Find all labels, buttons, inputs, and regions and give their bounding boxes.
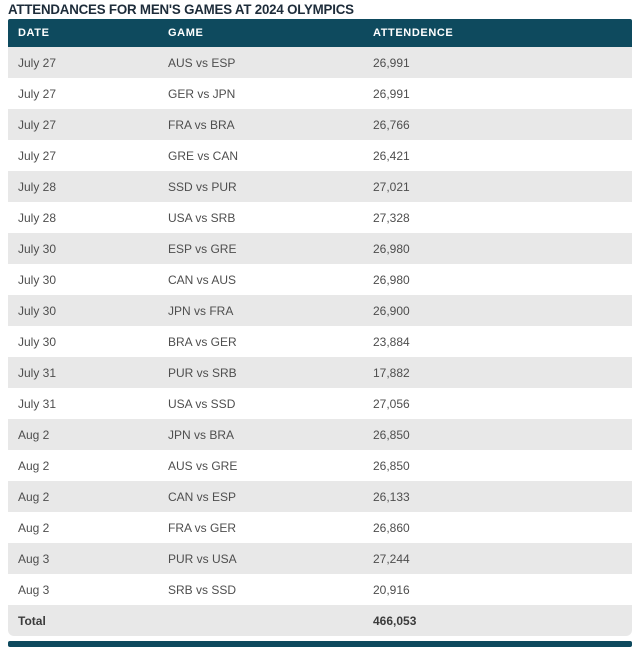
- cell-game: ESP vs GRE: [168, 241, 237, 256]
- table-row: [8, 171, 632, 202]
- cell-attendance: 26,860: [373, 520, 410, 535]
- cell-attendance: 26,133: [373, 489, 410, 504]
- cell-game: PUR vs USA: [168, 551, 237, 566]
- cell-date: July 27: [18, 55, 57, 70]
- table-row: [8, 109, 632, 140]
- attendance-table: [8, 19, 632, 636]
- cell-attendance: 26,980: [373, 272, 410, 287]
- cell-date: July 30: [18, 303, 57, 318]
- cell-date: July 28: [18, 210, 57, 225]
- cell-date: Aug 2: [18, 427, 50, 442]
- table-row: [8, 357, 632, 388]
- cell-game: CAN vs AUS: [168, 272, 237, 287]
- page-title: ATTENDANCES FOR MEN'S GAMES AT 2024 OLYMPICS: [8, 1, 354, 17]
- cell-date: July 27: [18, 148, 57, 163]
- table-row: [8, 264, 632, 295]
- cell-game: SRB vs SSD: [168, 582, 237, 597]
- cell-game: FRA vs GER: [168, 520, 237, 535]
- cell-date: Aug 2: [18, 520, 50, 535]
- table-row: [8, 295, 632, 326]
- table-row: [8, 419, 632, 450]
- table-row: [8, 47, 632, 78]
- table-row: [8, 543, 632, 574]
- cell-attendance: 27,244: [373, 551, 410, 566]
- cell-attendance: 26,766: [373, 117, 410, 132]
- cell-game: SSD vs PUR: [168, 179, 237, 194]
- cell-attendance: 23,884: [373, 334, 410, 349]
- cell-game: CAN vs ESP: [168, 489, 237, 504]
- total-row: [8, 605, 632, 636]
- cell-date: July 27: [18, 117, 57, 132]
- cell-game: JPN vs BRA: [168, 427, 235, 442]
- cell-date: July 30: [18, 241, 57, 256]
- cell-date: July 31: [18, 396, 57, 411]
- table-row: [8, 388, 632, 419]
- cell-attendance: 26,421: [373, 148, 410, 163]
- cell-attendance: 26,850: [373, 427, 410, 442]
- table-row: [8, 140, 632, 171]
- table-body: [8, 47, 632, 605]
- cell-date: July 30: [18, 272, 57, 287]
- cell-game: USA vs SSD: [168, 396, 236, 411]
- cell-game: GER vs JPN: [168, 86, 236, 101]
- cell-attendance: 20,916: [373, 582, 410, 597]
- column-header-date: DATE: [18, 27, 50, 39]
- total-label: Total: [18, 613, 46, 628]
- cell-attendance: 26,991: [373, 86, 410, 101]
- cell-attendance: 26,991: [373, 55, 410, 70]
- cell-game: PUR vs SRB: [168, 365, 237, 380]
- cell-date: July 30: [18, 334, 57, 349]
- column-header-game: GAME: [168, 27, 204, 39]
- cell-attendance: 26,980: [373, 241, 410, 256]
- total-value: 466,053: [373, 613, 417, 628]
- cell-attendance: 17,882: [373, 365, 410, 380]
- cell-date: July 27: [18, 86, 57, 101]
- cell-game: JPN vs FRA: [168, 303, 234, 318]
- table-row: [8, 481, 632, 512]
- cell-game: GRE vs CAN: [168, 148, 239, 163]
- table-row: [8, 233, 632, 264]
- bottom-accent-bar: [8, 641, 632, 647]
- cell-attendance: 26,900: [373, 303, 410, 318]
- cell-date: Aug 3: [18, 582, 50, 597]
- cell-date: Aug 2: [18, 489, 50, 504]
- cell-game: USA vs SRB: [168, 210, 236, 225]
- cell-game: BRA vs GER: [168, 334, 237, 349]
- cell-game: FRA vs BRA: [168, 117, 235, 132]
- table-row: [8, 512, 632, 543]
- table-row: [8, 574, 632, 605]
- cell-date: Aug 3: [18, 551, 50, 566]
- column-header-attendence: ATTENDENCE: [373, 27, 454, 39]
- table-row: [8, 78, 632, 109]
- cell-date: Aug 2: [18, 458, 50, 473]
- table-row: [8, 450, 632, 481]
- cell-attendance: 27,021: [373, 179, 410, 194]
- cell-attendance: 26,850: [373, 458, 410, 473]
- table-row: [8, 202, 632, 233]
- table-row: [8, 326, 632, 357]
- cell-date: July 28: [18, 179, 57, 194]
- table-header-row: [8, 19, 632, 47]
- cell-attendance: 27,328: [373, 210, 410, 225]
- cell-attendance: 27,056: [373, 396, 410, 411]
- cell-date: July 31: [18, 365, 57, 380]
- cell-game: AUS vs ESP: [168, 55, 236, 70]
- cell-game: AUS vs GRE: [168, 458, 238, 473]
